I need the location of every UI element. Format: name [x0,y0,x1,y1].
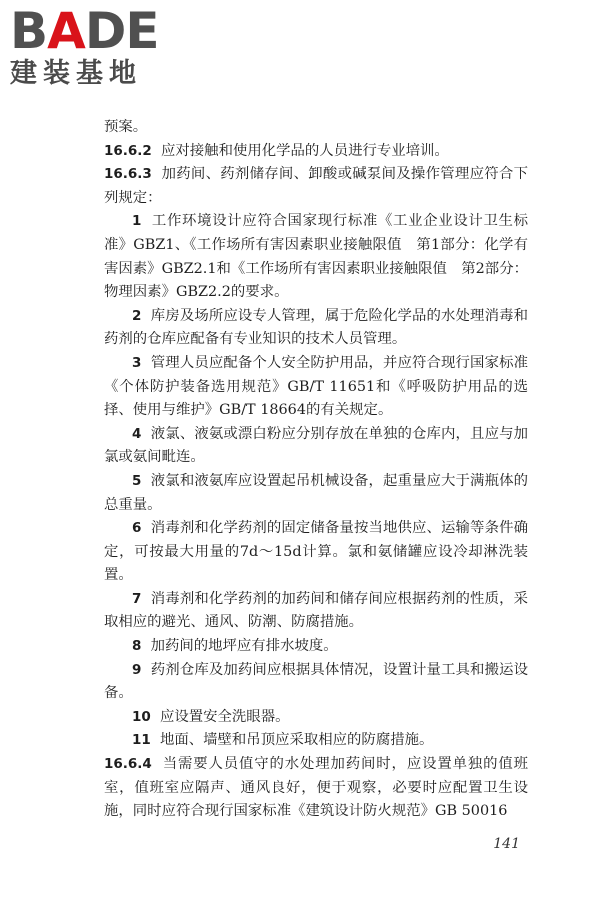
list-item [104,729,528,753]
item-text: 消毒剂和化学药剂的加药间和储存间应根据药剂的性质，采取相应的避光、通风、防潮、防腐措施。 [104,590,528,631]
logo-wordmark [10,2,180,60]
list-item [104,635,528,659]
item-text: 消毒剂和化学药剂的固定储备量按当地供应、运输等条件确定，可按最大用量的7d～15d计算。氯和氨储罐应设冷却淋洗装置。 [104,520,528,584]
clause-16-6-2 [104,140,528,164]
list-item [104,588,528,635]
clause-16-6-4 [104,753,528,824]
list-item [104,305,528,352]
item-number: 9 [132,661,142,678]
list-item [104,470,528,517]
list-item [104,210,528,304]
list-item [104,706,528,730]
list-item [104,352,528,423]
list-item [104,659,528,706]
item-number: 5 [132,472,142,489]
clause-number: 16.6.2 [104,142,152,159]
item-text: 应设置安全洗眼器。 [159,708,290,725]
item-number: 1 [132,213,142,230]
logo-letters-de: DE [84,2,159,60]
clause-16-6-3 [104,163,528,210]
clause-text: 当需要人员值守的水处理加药间时，应设置单独的值班室，值班室应隔声、通风良好，便于观察，必要时应配置卫生设施，同时应符合现行国家标准《建筑设计防火规范》GB 50016 [104,756,528,820]
clause-text: 应对接触和使用化学品的人员进行专业培训。 [161,142,449,159]
paragraph [104,116,528,140]
clause-text: 加药间、药剂储存间、卸酸或碱泵间及操作管理应符合下列规定： [104,166,528,206]
item-number: 4 [132,425,142,442]
list-item [104,423,528,470]
item-text: 库房及场所应设专人管理，属于危险化学品的水处理消毒和药剂的仓库应配备有专业知识的技术人员管理。 [104,307,528,348]
clause-number: 16.6.3 [104,166,152,183]
clause-number: 16.6.4 [104,756,152,773]
item-text: 地面、墙壁和吊顶应采取相应的防腐措施。 [159,732,434,749]
item-text: 加药间的地坪应有排水坡度。 [150,638,338,655]
item-number: 6 [132,520,142,537]
paragraph-text: 预案。 [104,119,148,135]
item-text: 管理人员应配备个人安全防护用品，并应符合现行国家标准《个体防护装备选用规范》GB/T 11651和《呼吸防护用品的选择、使用与维护》GB/T 18664的有关规定。 [104,354,528,419]
item-text: 液氯、液氨或漂白粉应分别存放在单独的仓库内，且应与加氯或氨间毗连。 [104,425,528,466]
item-number: 8 [132,638,142,655]
item-text: 药剂仓库及加药间应根据具体情况，设置计量工具和搬运设备。 [104,661,528,702]
item-text: 工作环境设计应符合国家现行标准《工业企业设计卫生标准》GBZ1、《工作场所有害因素职业接触限值 第1部分：化学有害因素》GBZ2.1和《工作场所有害因素职业接触限值 第2部分：物理因素》GBZ2.2的要求。 [104,213,528,301]
item-number: 11 [132,732,151,749]
item-number: 3 [132,354,142,371]
item-number: 10 [132,708,151,725]
document-body [104,116,528,824]
logo-letter-a: A [47,2,85,60]
item-number: 2 [132,307,142,324]
list-item [104,517,528,588]
item-number: 7 [132,590,142,607]
logo-subtitle: 建装基地 [10,58,142,89]
logo-letter-b: B [10,2,48,60]
page-number: 141 [493,836,520,852]
bade-logo [10,2,180,96]
item-text: 液氯和液氨库应设置起吊机械设备，起重量应大于满瓶体的总重量。 [104,472,528,513]
